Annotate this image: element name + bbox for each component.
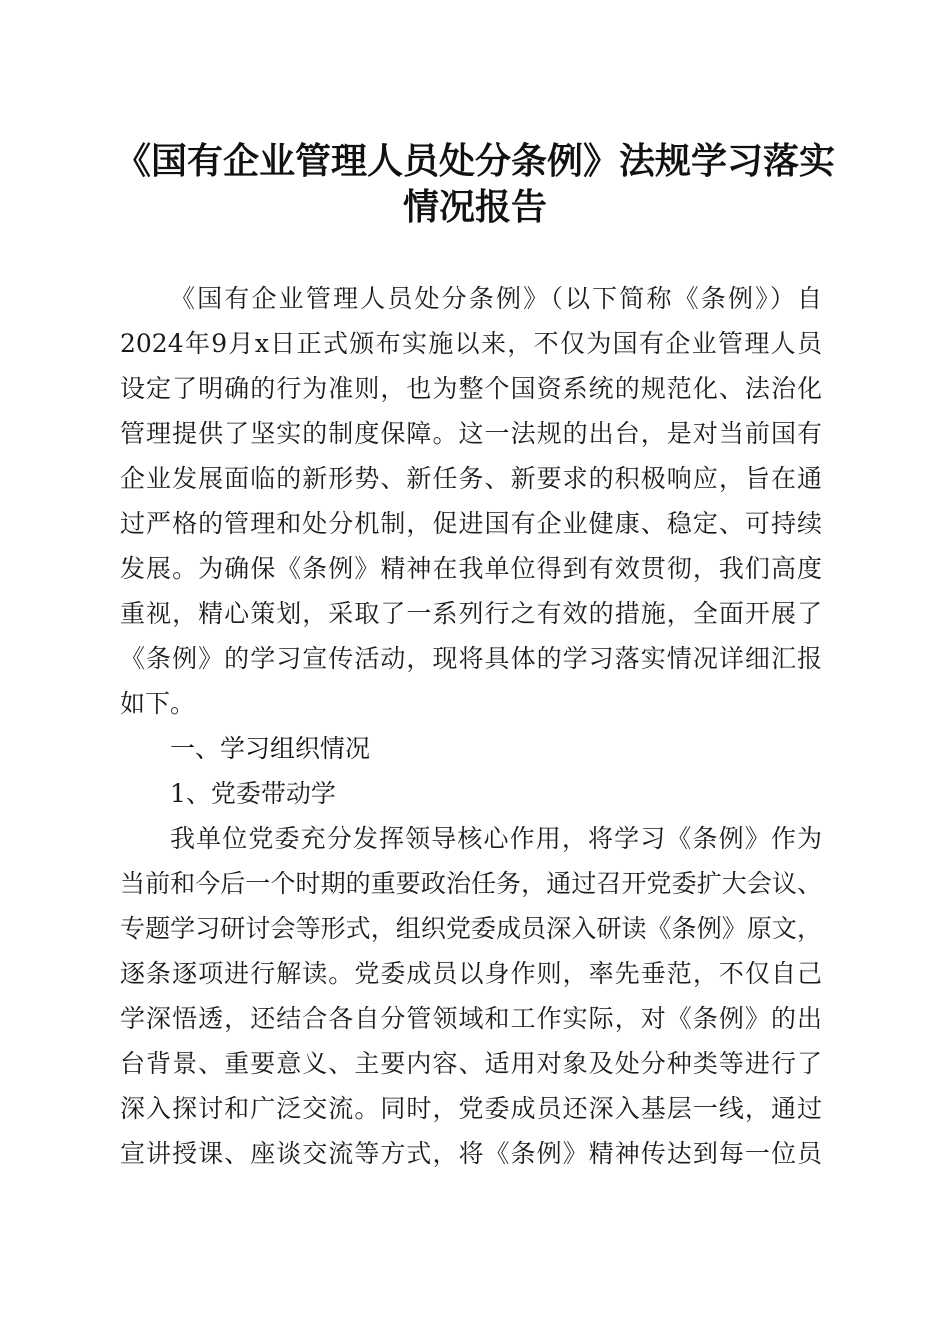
body-line: 逐条逐项进行解读。党委成员以身作则，率先垂范，不仅自己: [120, 959, 822, 988]
intro-line: 发展。为确保《条例》精神在我单位得到有效贯彻，我们高度: [120, 554, 822, 583]
intro-line: 管理提供了坚实的制度保障。这一法规的出台，是对当前国有: [120, 419, 822, 448]
intro-line: 2024年9月x日正式颁布实施以来，不仅为国有企业管理人员: [120, 329, 822, 358]
body-line: 深入探讨和广泛交流。同时，党委成员还深入基层一线，通过: [120, 1094, 822, 1123]
intro-line: 重视，精心策划，采取了一系列行之有效的措施，全面开展了: [120, 599, 822, 628]
intro-line: 企业发展面临的新形势、新任务、新要求的积极响应，旨在通: [120, 464, 822, 493]
subsection-heading: 1、党委带动学: [170, 779, 336, 808]
intro-line: 如下。: [120, 689, 196, 718]
body-line: 台背景、重要意义、主要内容、适用对象及处分种类等进行了: [120, 1049, 822, 1078]
intro-line: 设定了明确的行为准则，也为整个国资系统的规范化、法治化: [120, 374, 822, 403]
intro-line: 过严格的管理和处分机制，促进国有企业健康、稳定、可持续: [120, 509, 822, 538]
intro-line: 《条例》的学习宣传活动，现将具体的学习落实情况详细汇报: [120, 644, 822, 673]
section-heading: 一、学习组织情况: [170, 734, 371, 763]
body-line: 专题学习研讨会等形式，组织党委成员深入研读《条例》原文，: [120, 914, 822, 943]
body-line: 学深悟透，还结合各自分管领域和工作实际，对《条例》的出: [120, 1004, 822, 1033]
body-line: 宣讲授课、座谈交流等方式，将《条例》精神传达到每一位员: [120, 1139, 822, 1168]
document-title-line-2: 情况报告: [402, 186, 547, 228]
body-line: 当前和今后一个时期的重要政治任务，通过召开党委扩大会议、: [120, 869, 822, 898]
body-line: 我单位党委充分发挥领导核心作用，将学习《条例》作为: [170, 824, 822, 853]
intro-line: 《国有企业管理人员处分条例》（以下简称《条例》）自: [170, 284, 822, 313]
document-title-line-1: 《国有企业管理人员处分条例》法规学习落实: [114, 140, 835, 182]
